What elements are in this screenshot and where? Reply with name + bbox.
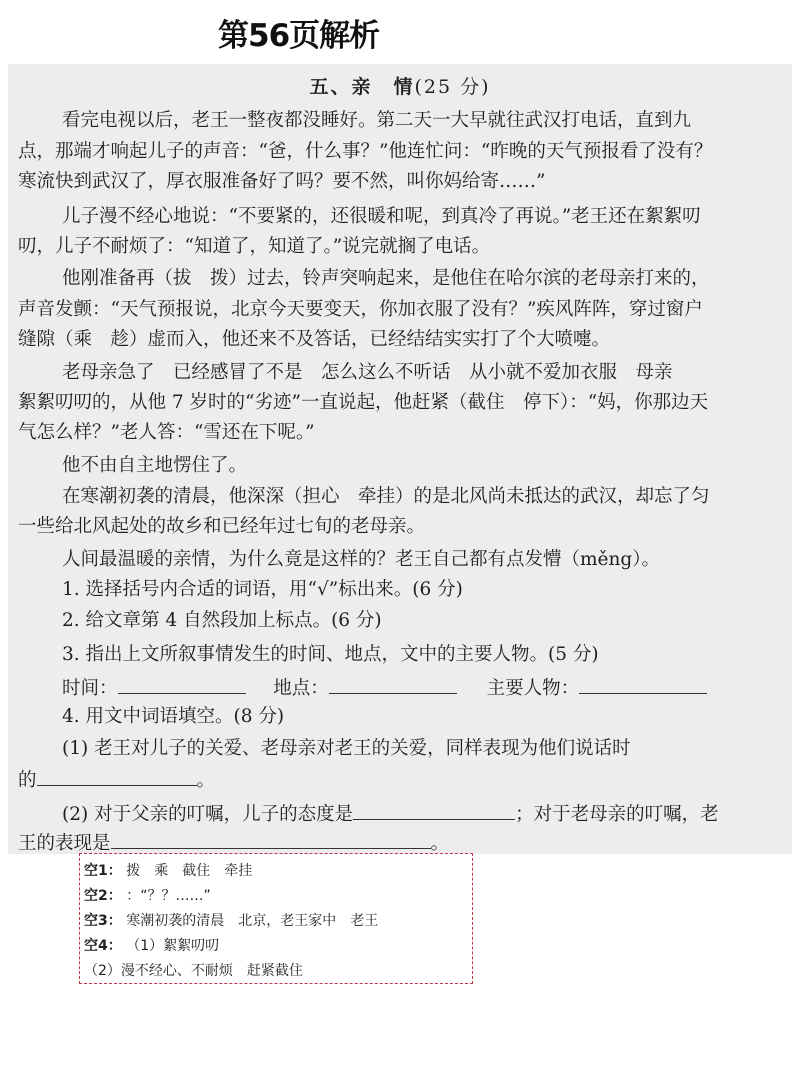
person-blank	[579, 675, 707, 694]
question-1: 1. 选择括号内合适的词语，用“√”标出来。(6 分)	[62, 579, 463, 600]
passage-line: 寒流快到武汉了，厚衣服准备好了吗？要不然，叫你妈给寄……”	[18, 171, 546, 192]
section-title	[8, 72, 792, 99]
passage-line: 人间最温暖的亲情，为什么竟是这样的？老王自己都有点发懵（měng）。	[62, 549, 661, 570]
time-blank	[118, 675, 246, 694]
passage-line: 他刚准备再（拔 拨）过去，铃声突响起来，是他住在哈尔滨的老母亲打来的，	[62, 268, 710, 289]
q4-2a-blank	[353, 801, 515, 820]
question-3-blanks	[62, 675, 707, 700]
passage-line: 他不由自主地愣住了。	[62, 455, 248, 476]
question-4-1: (1) 老王对儿子的关爱、老母亲对老王的关爱，同样表现为他们说话时	[62, 738, 631, 759]
passage-line: 在寒潮初袭的清晨，他深深（担心 牵挂）的是北风尚未抵达的武汉，却忘了匀	[62, 486, 710, 507]
passage-line: 絮絮叨叨的，从他 7 岁时的“劣迹”一直说起，他赶紧（截住 停下）：“妈，你那边天	[18, 392, 709, 413]
question-4: 4. 用文中词语填空。(8 分)	[62, 706, 285, 727]
q4-1-blank	[37, 767, 197, 786]
person-label: 主要人物：	[486, 678, 580, 699]
passage-line: 儿子漫不经心地说：“不要紧的，还很暖和呢，到真冷了再说。”老王还在絮絮叨	[62, 206, 701, 227]
passage-line: 看完电视以后，老王一整夜都没睡好。第二天一大早就往武汉打电话，直到九	[62, 110, 692, 131]
answer-3: 空3： 寒潮初袭的清晨 北京，老王家中 老王	[84, 913, 379, 929]
answer-2: 空2： ：“？？……”	[84, 888, 211, 904]
passage-line: 声音发颤：“天气预报说，北京今天要变天，你加衣服了没有？”疾风阵阵，穿过窗户	[18, 299, 703, 320]
page-title: 第56页解析	[218, 18, 380, 54]
scanned-page	[8, 64, 792, 854]
place-label: 地点：	[273, 678, 329, 699]
q4-2b-blank	[111, 830, 431, 849]
answer-4-part-2: （2）漫不经心、不耐烦 赶紧截住	[84, 963, 303, 979]
answer-box	[79, 853, 473, 984]
place-blank	[329, 675, 457, 694]
passage-line: 气怎么样？”老人答：“雪还在下呢。”	[18, 422, 315, 443]
passage-line: 一些给北风起处的故乡和已经年过七旬的老母亲。	[18, 516, 426, 537]
question-4-1-cont: 的 。	[18, 767, 215, 792]
question-2: 2. 给文章第 4 自然段加上标点。(6 分)	[62, 610, 382, 631]
passage-line: 老母亲急了 已经感冒了不是 怎么这么不听话 从小就不爱加衣服 母亲	[62, 362, 673, 383]
question-4-2: (2) 对于父亲的叮嘱，儿子的态度是 ；对于老母亲的叮嘱，老	[62, 801, 719, 826]
passage-line: 缝隙（乘 趁）虚而入，他还来不及答话，已经结结实实打了个大喷嚏。	[18, 329, 611, 350]
answer-1: 空1： 拨 乘 截住 牵挂	[84, 863, 253, 879]
question-3: 3. 指出上文所叙事情发生的时间、地点，文中的主要人物。(5 分)	[62, 644, 599, 665]
passage-line: 叨，儿子不耐烦了：“知道了，知道了。”说完就搁了电话。	[18, 236, 491, 257]
time-label: 时间：	[62, 678, 118, 699]
passage-line: 点，那端才响起儿子的声音：“爸，什么事？”他连忙问：“昨晚的天气预报看了没有？	[18, 141, 713, 162]
section-title-text: 五、亲 情	[309, 76, 415, 98]
section-points: (25 分)	[414, 76, 491, 98]
answer-4: 空4： （1）絮絮叨叨	[84, 938, 220, 954]
question-4-2-cont: 王的表现是 。	[18, 830, 449, 855]
